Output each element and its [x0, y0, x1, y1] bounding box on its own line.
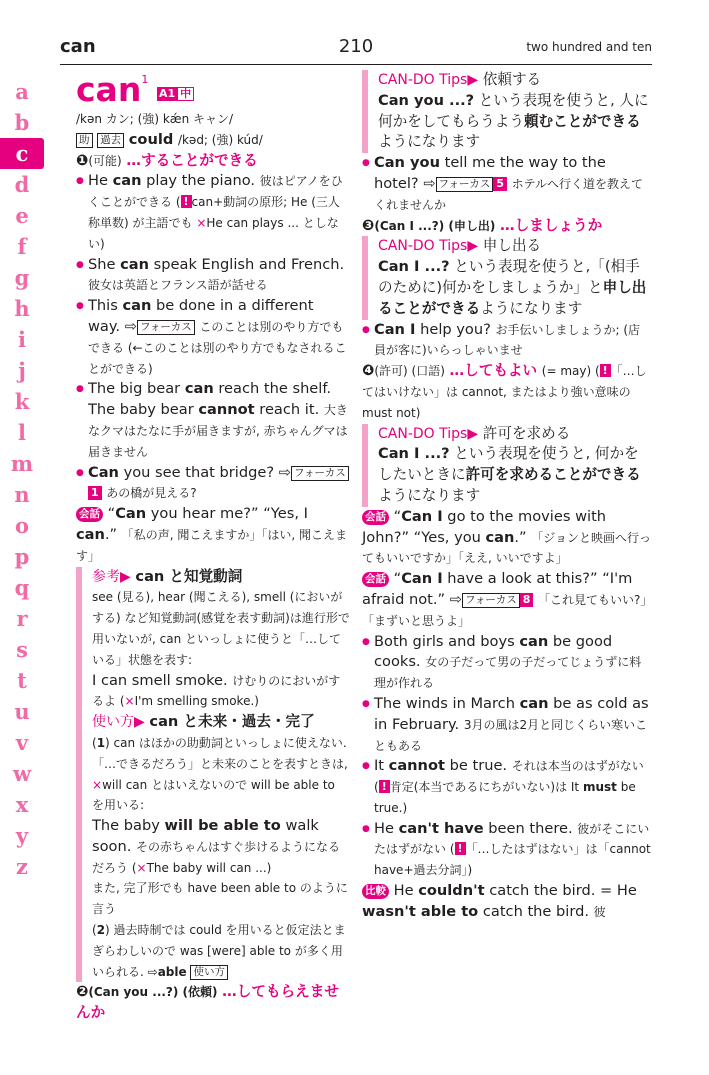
page-number-words: two hundred and ten — [526, 40, 652, 54]
note-usage: 使い方▶ can と未来・過去・完了 (1) can はほかの助動詞といっしょに使えない.「…できるだろう」と未来のことを表すときは, ×will can とはいえないので will be able to を用いる: The baby will be able to walk soon. その赤ちゃんはすぐ歩けるようになるだろう (×The baby will can ...) また, 完了形でも have been able to のように言う (2) 過去時制では could を用いると仮定法とまぎらわしいので was [were] able to が多く用いられる. ⇨able 使い方 — [76, 712, 350, 982]
index-tab-i[interactable]: i — [18, 327, 26, 352]
index-tab-n[interactable]: n — [14, 482, 30, 507]
entry-headline — [76, 70, 350, 109]
past-label: 過去 — [97, 133, 124, 148]
index-tab-x[interactable]: x — [15, 792, 29, 817]
example-negative-2: ● He can't have been there. 彼がそこにいたはずがない ( ! 「…したはずはない」は「cannot have+過去分詞」) — [362, 819, 652, 881]
example-5: ● Can you see that bridge? ⇨ フォーカス 1 あの橋が見える? — [76, 463, 350, 505]
entry-word: can — [76, 70, 142, 109]
cefr-level-badge: A1 — [158, 87, 176, 100]
tip-offer: CAN-DO Tips▶ 申し出る Can I ...? という表現を使うと,「(相手のために)何かをしましょうか」と申し出ることができるようになります — [362, 236, 652, 319]
index-tab-b[interactable]: b — [14, 110, 30, 135]
example-request: ● Can you tell me the way to the hotel? ⇨ フォーカス 5 ホテルへ行く道を教えてくれませんか — [362, 153, 652, 215]
school-level-badge: 中 — [177, 87, 194, 101]
index-tab-s[interactable]: s — [16, 637, 28, 662]
running-headword: can — [60, 36, 96, 57]
index-tab-o[interactable]: o — [14, 513, 29, 538]
example-possibility-2: ● The winds in March can be as cold as in February. 3月の風は2月と同じくらい寒いこともある — [362, 694, 652, 756]
header-rule — [60, 64, 652, 65]
example-4: ● The big bear can reach the shelf. The baby bear cannot reach it. 大きなクマはたなに手が届きますが, 赤ちゃんグマは届きません — [76, 379, 350, 462]
example-2: ● She can speak English and French. 彼女は英語とフランス語が話せる — [76, 255, 350, 297]
pronunciation: /kən カン; (強) kǽn キャン/ — [76, 112, 234, 126]
sense-2: ❷(Can you ...?) (依頼) …してもらえませんか — [76, 983, 339, 1022]
index-tab-m[interactable]: m — [10, 451, 34, 476]
example-compare: 比較 He couldn't catch the bird. = He wasn't able to catch the bird. 彼 — [362, 882, 637, 920]
page-header — [60, 36, 652, 60]
note-perception: 参考▶ can と知覚動詞 see (見る), hear (聞こえる), smell (においがする) など知覚動詞(感覚を表す動詞)は進行形で用いないが, can といっしょに使うと「…している」状態を表す: I can smell smoke. けむりのにおいがするよ (×I'm smelling smoke.) — [76, 567, 350, 713]
sense-1: ❶(可能) …することができる — [76, 151, 258, 169]
index-tab-y[interactable]: y — [15, 823, 29, 848]
index-tab-w[interactable]: w — [12, 761, 32, 786]
index-tab-z[interactable]: z — [16, 854, 28, 879]
conjugation-line — [76, 130, 350, 151]
index-tab-p[interactable]: p — [14, 544, 30, 569]
example-permission-2: 会話 “Can I have a look at this?” “I'm afraid not.” ⇨ フォーカス 8 「これ見てもいい?」「まずいと思うよ」 — [362, 570, 647, 628]
example-possibility-1: ● Both girls and boys can be good cooks. 女の子だって男の子だってじょうずに料理が作れる — [362, 632, 652, 694]
tip-request: CAN-DO Tips▶ 依頼する Can you ...? という表現を使うと, 人に何かをしてもらうよう頼むことができるようになります — [362, 70, 652, 153]
index-tab-t[interactable]: t — [17, 668, 27, 693]
example-6: 会話 “Can you hear me?” “Yes, I can.” 「私の声, 聞こえますか」「はい, 聞こえます」 — [76, 505, 347, 563]
index-tab-g[interactable]: g — [14, 265, 30, 290]
sense-4: ❹(許可) (口語) …してもよい (= may) ( ! 「…してはいけない」は cannot, またはより強い意味の must not) — [362, 362, 647, 420]
index-tab-f[interactable]: f — [17, 234, 27, 259]
alphabet-index — [0, 76, 44, 882]
right-column — [362, 70, 652, 923]
index-tab-e[interactable]: e — [15, 203, 29, 228]
example-1: ● He can play the piano. 彼はピアノをひくことができる ( ! can+動詞の原形; He (三人称単数) が主語でも ×He can plays ... としない) — [76, 171, 350, 254]
example-3: ● This can be done in a different way. ⇨ フォーカス このことは別のやり方でもできる (←このことは別のやり方でもなされることができる) — [76, 296, 350, 379]
index-tab-d[interactable]: d — [14, 172, 30, 197]
index-tab-u[interactable]: u — [14, 699, 30, 724]
past-pron: /kəd; (強) kúd/ — [177, 132, 263, 147]
past-form: could — [128, 130, 174, 148]
pos-label: 助 — [76, 133, 93, 148]
index-tab-q[interactable]: q — [14, 575, 30, 600]
left-column — [76, 70, 350, 1024]
index-tab-l[interactable]: l — [18, 420, 26, 445]
example-offer: ● Can I help you? お手伝いしましょうか; (店員が客に)いらっしゃいませ — [362, 320, 652, 362]
page-number: 210 — [338, 36, 374, 57]
index-tab-j[interactable]: j — [18, 358, 26, 383]
tip-permission: CAN-DO Tips▶ 許可を求める Can I ...? という表現を使うと, 何かをしたいときに許可を求めることができるようになります — [362, 424, 652, 507]
example-negative-1: ● It cannot be true. それは本当のはずがない ( ! 肯定(本当であるにちがいない)は It must be true.) — [362, 756, 652, 818]
index-tab-c[interactable]: c — [0, 138, 44, 169]
homograph-number: 1 — [141, 73, 149, 86]
index-tab-a[interactable]: a — [15, 79, 29, 104]
example-permission-1: 会話 “Can I go to the movies with John?” “Yes, you can.” 「ジョンと映画へ行ってもいいですか」「ええ, いいですよ」 — [362, 507, 652, 566]
sense-3: ❸(Can I ...?) (申し出) …しましょうか — [362, 216, 603, 234]
index-tab-k[interactable]: k — [14, 389, 30, 414]
index-tab-v[interactable]: v — [15, 730, 29, 755]
index-tab-r[interactable]: r — [16, 606, 28, 631]
index-tab-h[interactable]: h — [14, 296, 30, 321]
